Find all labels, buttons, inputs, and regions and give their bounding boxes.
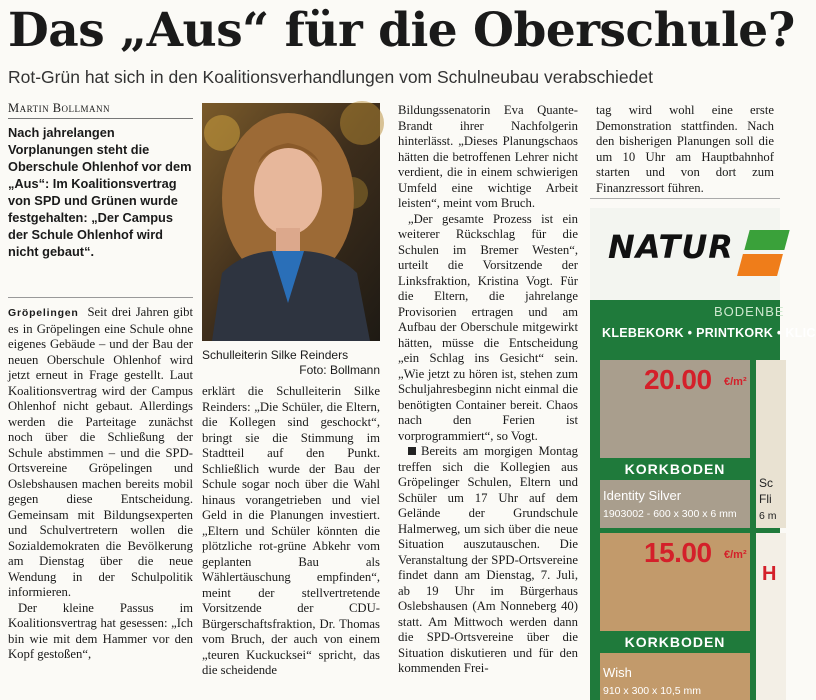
column-2	[202, 384, 380, 679]
column-3	[398, 103, 578, 677]
side-text-3: 6 m	[759, 510, 777, 522]
tile-product-dims: 910 x 300 x 10,5 mm	[603, 685, 702, 697]
ad-logo-text: NATUR	[608, 228, 734, 266]
author-byline: Martin Bollmann	[8, 101, 111, 115]
tile-band: KORKBODEN	[600, 631, 750, 653]
byline-rule	[8, 118, 193, 119]
col3-paragraph-3	[398, 444, 578, 677]
portrait-illustration	[202, 103, 380, 341]
lead-paragraph: Nach jahrelangen Vorplanungen steht die Oberschule Ohlenhof vor dem „Aus“: Im Koalitionsvertrag von SPD und Grünen wurde festgehalten: „Der Campus der Schule Ohlenhof wird nicht gebaut“.	[8, 125, 192, 259]
side-red-text: H	[762, 563, 777, 585]
photo-caption	[202, 348, 380, 378]
tile-band: KORKBODEN	[600, 458, 750, 480]
col2-paragraph-1: erklärt die Schulleiterin Silke Reinders: „Die Schüler, die Eltern, die Kollegen sind geschockt“, bringt sie die Stimmung im Stadtteil auf den Punkt. Schließlich wurde der Bau der Schule sogar noch über die Wahl hinaus vorangetrieben und viel Geld in die Planungen investiert. „Eltern und Schüler könnten die plötzliche rot-grüne Abkehr vom geplanten Bau als Wählertäuschung empfinden“, meint der stellvertretende Vorsitzende der CDU-Bürgerschaftsfraktion, Dr. Thomas vom Bruch, der auch von einem „teuren Kuckucksei“ spricht, das die scheidende	[202, 384, 380, 677]
tile-unit: €/m²	[724, 549, 747, 561]
ad-product-strip: KLEBEKORK • PRINTKORK • KLIC	[602, 326, 816, 340]
portrait-photo	[202, 103, 380, 341]
ad-divider	[590, 198, 780, 199]
photo-credit: Foto: Bollmann	[299, 363, 380, 377]
tile-product-dims: 1903002 - 600 x 300 x 6 mm	[603, 508, 737, 520]
ad-side-tile-1[interactable]	[756, 360, 786, 528]
side-text-1: Sc	[759, 476, 774, 490]
col4-paragraph-1: tag wird wohl eine erste Demonstration stattfinden. Nach den bisherigen Planungen soll die um 10 Uhr am Hauptbahnhof starten und von dort zum Finanzressort führen.	[596, 103, 774, 195]
paragraph-bullet	[408, 447, 416, 455]
col3-paragraph-1: Bildungssenatorin Eva Quante-Brandt ihrer Nachfolgerin hinterlässt. „Dieses Planungschaos hätten die betroffenen Lehrer nicht verdient, die in einem schwierigen Umfeld eine wichtige Arbeit leisten“, meint vom Bruch.	[398, 103, 578, 210]
tile-price: 15.00	[644, 537, 712, 568]
caption-text: Schulleiterin Silke Reinders	[202, 348, 349, 362]
column-4	[596, 103, 774, 196]
ad-product-tile-2[interactable]	[600, 533, 750, 700]
ad-logo-orange-mark	[737, 254, 783, 276]
col3-paragraph-2: „Der gesamte Prozess ist ein weiterer Rückschlag für die Schulen im Bremer Westen“, urteilt die Vorsitzende der Linksfraktion, Kristina Vogt. Für die Eltern, die jahrelange Provisorien ertragen und am Aufbau der Oberschule mitgewirkt hätten, müsse die Entscheidung „ein Schlag ins Gesicht“ sein. „Wie jetzt zu hören ist, stehen zum Schuljahresbeginn nicht einmal die benötigten Container bereit. Chaos nach den Ferien ist vorprogrammiert“, so Vogt.	[398, 211, 578, 443]
ad-subtitle: BODENBE	[714, 304, 785, 319]
tile-product-name: Wish	[603, 665, 632, 680]
side-text-2: Fli	[759, 492, 772, 506]
col1-text-1: Seit drei Jahren gibt es in Gröpelingen eine Schule ohne eigenes Gebäude – und der Bau der neuen Oberschule Ohlenhof wird jetzt erneut in Frage gestellt. Laut Koalitionsvertrag wird der Campus Ohlenhof nicht gebaut. Allerdings werden die Parteitage zunächst noch über die Schließung der Schule abstimmen – und die SPD-Ortsvereine Gröpelingen und Oslebshausen machen bereits mobil gegen diese Entscheidung. Gemeinsam mit Bildungsexperten und Schulvertretern wollen die Sozialdemokraten die Bevölkerung am Dienstag über die neue Wendung in der Schulpolitik informieren.	[8, 305, 193, 599]
tile-unit: €/m²	[724, 376, 747, 388]
column-1	[8, 305, 193, 663]
dateline: Gröpelingen	[8, 307, 79, 319]
col3-text-3: Bereits am morgigen Montag treffen sich die Kollegien aus Gröpelinger Schulen, Eltern und Schüler um 17 Uhr auf dem Gelände der Grundschule Halmerweg, um sich über die neue Situation auszutauschen. Die Veranstaltung der SPD-Ortsvereine findet dann am Dienstag, 7. Juli, ab 19 Uhr im Bürgerhaus Oslebshausen (Am Nonneberg 40) statt. Am Mittwoch werden dann die SPD-Ortsvereine über die Situation diskutieren und für den kommenden Frei-	[398, 444, 578, 675]
ad-side-tile-2[interactable]	[756, 533, 786, 700]
ad-logo-green-mark	[744, 230, 789, 250]
col1-paragraph-1	[8, 305, 193, 601]
ad-product-tile-1[interactable]	[600, 360, 750, 528]
lead-rule	[8, 297, 193, 298]
tile-price: 20.00	[644, 364, 712, 395]
subheadline: Rot-Grün hat sich in den Koalitionsverhandlungen vom Schulneubau verabschiedet	[8, 67, 653, 87]
advertisement[interactable]	[590, 208, 816, 700]
headline: Das „Aus“ für die Oberschule?	[8, 3, 795, 58]
tile-product-name: Identity Silver	[603, 488, 682, 503]
col1-paragraph-2: Der kleine Passus im Koalitionsvertrag hat gesessen: „Ich bin wie mit dem Hammer vor den Kopf gestoßen“,	[8, 600, 193, 661]
